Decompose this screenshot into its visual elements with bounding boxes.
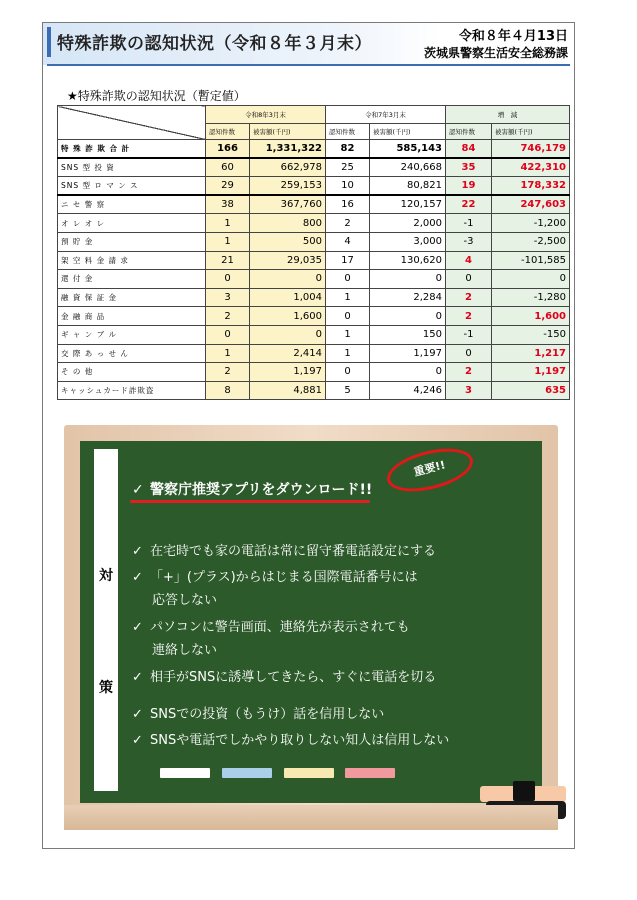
damage-change: -150 [492,325,570,344]
damage-current: 0 [250,325,326,344]
tip-6-text: SNSや電話でしかやり取りしない知人は信用しない [150,733,450,748]
header-current-period: 令和8年3月末 [206,106,326,124]
count-previous: 16 [326,195,370,214]
tip-4-text: 相手がSNSに誘導してきたら、すぐに電話を切る [150,670,437,685]
headline-line [132,479,372,499]
count-change: 0 [446,344,492,363]
table-row [58,381,570,400]
count-current: 29 [206,177,250,196]
damage-change: -1,280 [492,288,570,307]
damage-change: 422,310 [492,158,570,177]
damage-current: 2,414 [250,344,326,363]
count-current: 38 [206,195,250,214]
tip-3 [132,616,410,635]
damage-previous: 585,143 [370,140,446,159]
side-label-taisaku-1: 対 [99,568,113,584]
count-previous: 0 [326,270,370,289]
page-title: 特殊詐欺の認知状況（令和８年３月末） [57,34,372,54]
report-organization: 茨城県警察生活安全総務課 [423,46,568,60]
corner-cell [58,106,206,140]
chalk-ledge [64,805,558,830]
table-row [58,214,570,233]
damage-current: 29,035 [250,251,326,270]
page-header [43,23,574,65]
count-current: 1 [206,214,250,233]
tip-3-cont: 連絡しない [152,643,218,658]
count-change: 2 [446,363,492,382]
count-current: 60 [206,158,250,177]
damage-change: -2,500 [492,232,570,251]
table-row [58,195,570,214]
table-caption: ★特殊詐欺の認知状況（暫定値） [67,89,246,103]
count-current: 21 [206,251,250,270]
count-current: 0 [206,270,250,289]
damage-previous: 2,284 [370,288,446,307]
check-icon: ✓ [132,482,144,498]
count-change: 2 [446,288,492,307]
headline-underline [130,500,370,503]
count-change: 35 [446,158,492,177]
row-category: キャッシュカード詐欺盗 [58,381,206,400]
count-change: -1 [446,325,492,344]
count-current: 166 [206,140,250,159]
row-category: オ レ オ レ [58,214,206,233]
damage-previous: 80,821 [370,177,446,196]
row-category: 融 資 保 証 金 [58,288,206,307]
count-change: 22 [446,195,492,214]
count-current: 1 [206,344,250,363]
tip-3-text: パソコンに警告画面、連絡先が表示されても [150,620,410,635]
damage-previous: 240,668 [370,158,446,177]
side-label-taisaku-2: 策 [99,680,113,696]
count-change: 19 [446,177,492,196]
count-previous: 0 [326,307,370,326]
row-category: 特 殊 詐 欺 合 計 [58,140,206,159]
table-row [58,158,570,177]
count-current: 8 [206,381,250,400]
count-previous: 17 [326,251,370,270]
important-badge: 重要!! [383,441,478,499]
damage-current: 1,004 [250,288,326,307]
count-current: 1 [206,232,250,251]
damage-change: 247,603 [492,195,570,214]
check-icon: ✓ [132,733,143,748]
damage-change: 178,332 [492,177,570,196]
count-previous: 10 [326,177,370,196]
header-accent-bar [47,27,51,57]
row-category: SNS 型 ロ マ ン ス [58,177,206,196]
tip-2 [132,566,418,585]
damage-previous: 3,000 [370,232,446,251]
table-row [58,270,570,289]
damage-current: 1,331,322 [250,140,326,159]
damage-current: 500 [250,232,326,251]
tip-2-cont: 応答しない [152,593,218,608]
count-change: -3 [446,232,492,251]
damage-change: 1,217 [492,344,570,363]
header-previous-period: 令和7年3月末 [326,106,446,124]
header-divider [47,64,570,66]
fraud-stats-table [57,105,570,400]
damage-previous: 0 [370,270,446,289]
row-category: そ の 他 [58,363,206,382]
damage-change: -1,200 [492,214,570,233]
damage-current: 800 [250,214,326,233]
row-category: SNS 型 投 資 [58,158,206,177]
count-previous: 1 [326,288,370,307]
count-change: 0 [446,270,492,289]
damage-current: 367,760 [250,195,326,214]
table-row [58,177,570,196]
count-change: 84 [446,140,492,159]
count-current: 2 [206,363,250,382]
damage-change: 1,197 [492,363,570,382]
row-category: 金 融 商 品 [58,307,206,326]
damage-current: 662,978 [250,158,326,177]
table-row [58,363,570,382]
headline-text: 警察庁推奨アプリをダウンロード!! [150,482,373,498]
count-change: 4 [446,251,492,270]
damage-change: 635 [492,381,570,400]
table-row [58,288,570,307]
tip-5 [132,703,384,722]
count-current: 3 [206,288,250,307]
table-row [58,344,570,363]
damage-previous: 2,000 [370,214,446,233]
check-icon: ✓ [132,544,143,559]
damage-previous: 120,157 [370,195,446,214]
count-previous: 0 [326,363,370,382]
row-category: 預 貯 金 [58,232,206,251]
count-change: -1 [446,214,492,233]
chalk-white [160,768,210,778]
count-current: 2 [206,307,250,326]
table-row [58,325,570,344]
damage-previous: 4,246 [370,381,446,400]
col-damage-current: 被害額(千円) [250,124,326,140]
eraser-handle [513,781,535,801]
damage-change: 1,600 [492,307,570,326]
count-current: 0 [206,325,250,344]
count-previous: 1 [326,325,370,344]
row-category: ニ セ 警 察 [58,195,206,214]
tip-1 [132,540,436,559]
count-change: 2 [446,307,492,326]
check-icon: ✓ [132,620,143,635]
count-previous: 25 [326,158,370,177]
col-count-previous: 認知件数 [326,124,370,140]
damage-previous: 150 [370,325,446,344]
tip-6 [132,729,449,748]
damage-current: 259,153 [250,177,326,196]
damage-current: 1,197 [250,363,326,382]
row-category: ギ ャ ン ブ ル [58,325,206,344]
table-row [58,140,570,159]
row-category: 架 空 料 金 請 求 [58,251,206,270]
col-damage-previous: 被害額(千円) [370,124,446,140]
col-damage-change: 被害額(千円) [492,124,570,140]
col-count-current: 認知件数 [206,124,250,140]
damage-change: -101,585 [492,251,570,270]
tip-4 [132,666,436,685]
damage-previous: 1,197 [370,344,446,363]
check-icon: ✓ [132,707,143,722]
check-icon: ✓ [132,570,143,585]
row-category: 交 際 あ っ せ ん [58,344,206,363]
count-previous: 1 [326,344,370,363]
table-row [58,251,570,270]
table-row [58,232,570,251]
damage-change: 0 [492,270,570,289]
damage-current: 0 [250,270,326,289]
chalk-blue [222,768,272,778]
side-label-panel [94,449,118,791]
chalk-pink [345,768,395,778]
damage-previous: 130,620 [370,251,446,270]
chalk-yellow [284,768,334,778]
table-row [58,307,570,326]
damage-change: 746,179 [492,140,570,159]
tip-1-text: 在宅時でも家の電話は常に留守番電話設定にする [150,544,437,559]
damage-current: 1,600 [250,307,326,326]
count-previous: 4 [326,232,370,251]
tip-5-text: SNSでの投資（もうけ）話を信用しない [150,707,385,722]
count-previous: 2 [326,214,370,233]
damage-previous: 0 [370,307,446,326]
col-count-change: 認知件数 [446,124,492,140]
blackboard [80,441,542,803]
tip-2-text: 「+」(プラス)からはじまる国際電話番号には [150,570,418,585]
damage-current: 4,881 [250,381,326,400]
header-change: 増 減 [446,106,570,124]
stats-body [58,140,570,400]
count-previous: 5 [326,381,370,400]
check-icon: ✓ [132,670,143,685]
count-change: 3 [446,381,492,400]
damage-previous: 0 [370,363,446,382]
row-category: 還 付 金 [58,270,206,289]
count-previous: 82 [326,140,370,159]
report-date: 令和８年４月13日 [458,29,568,44]
